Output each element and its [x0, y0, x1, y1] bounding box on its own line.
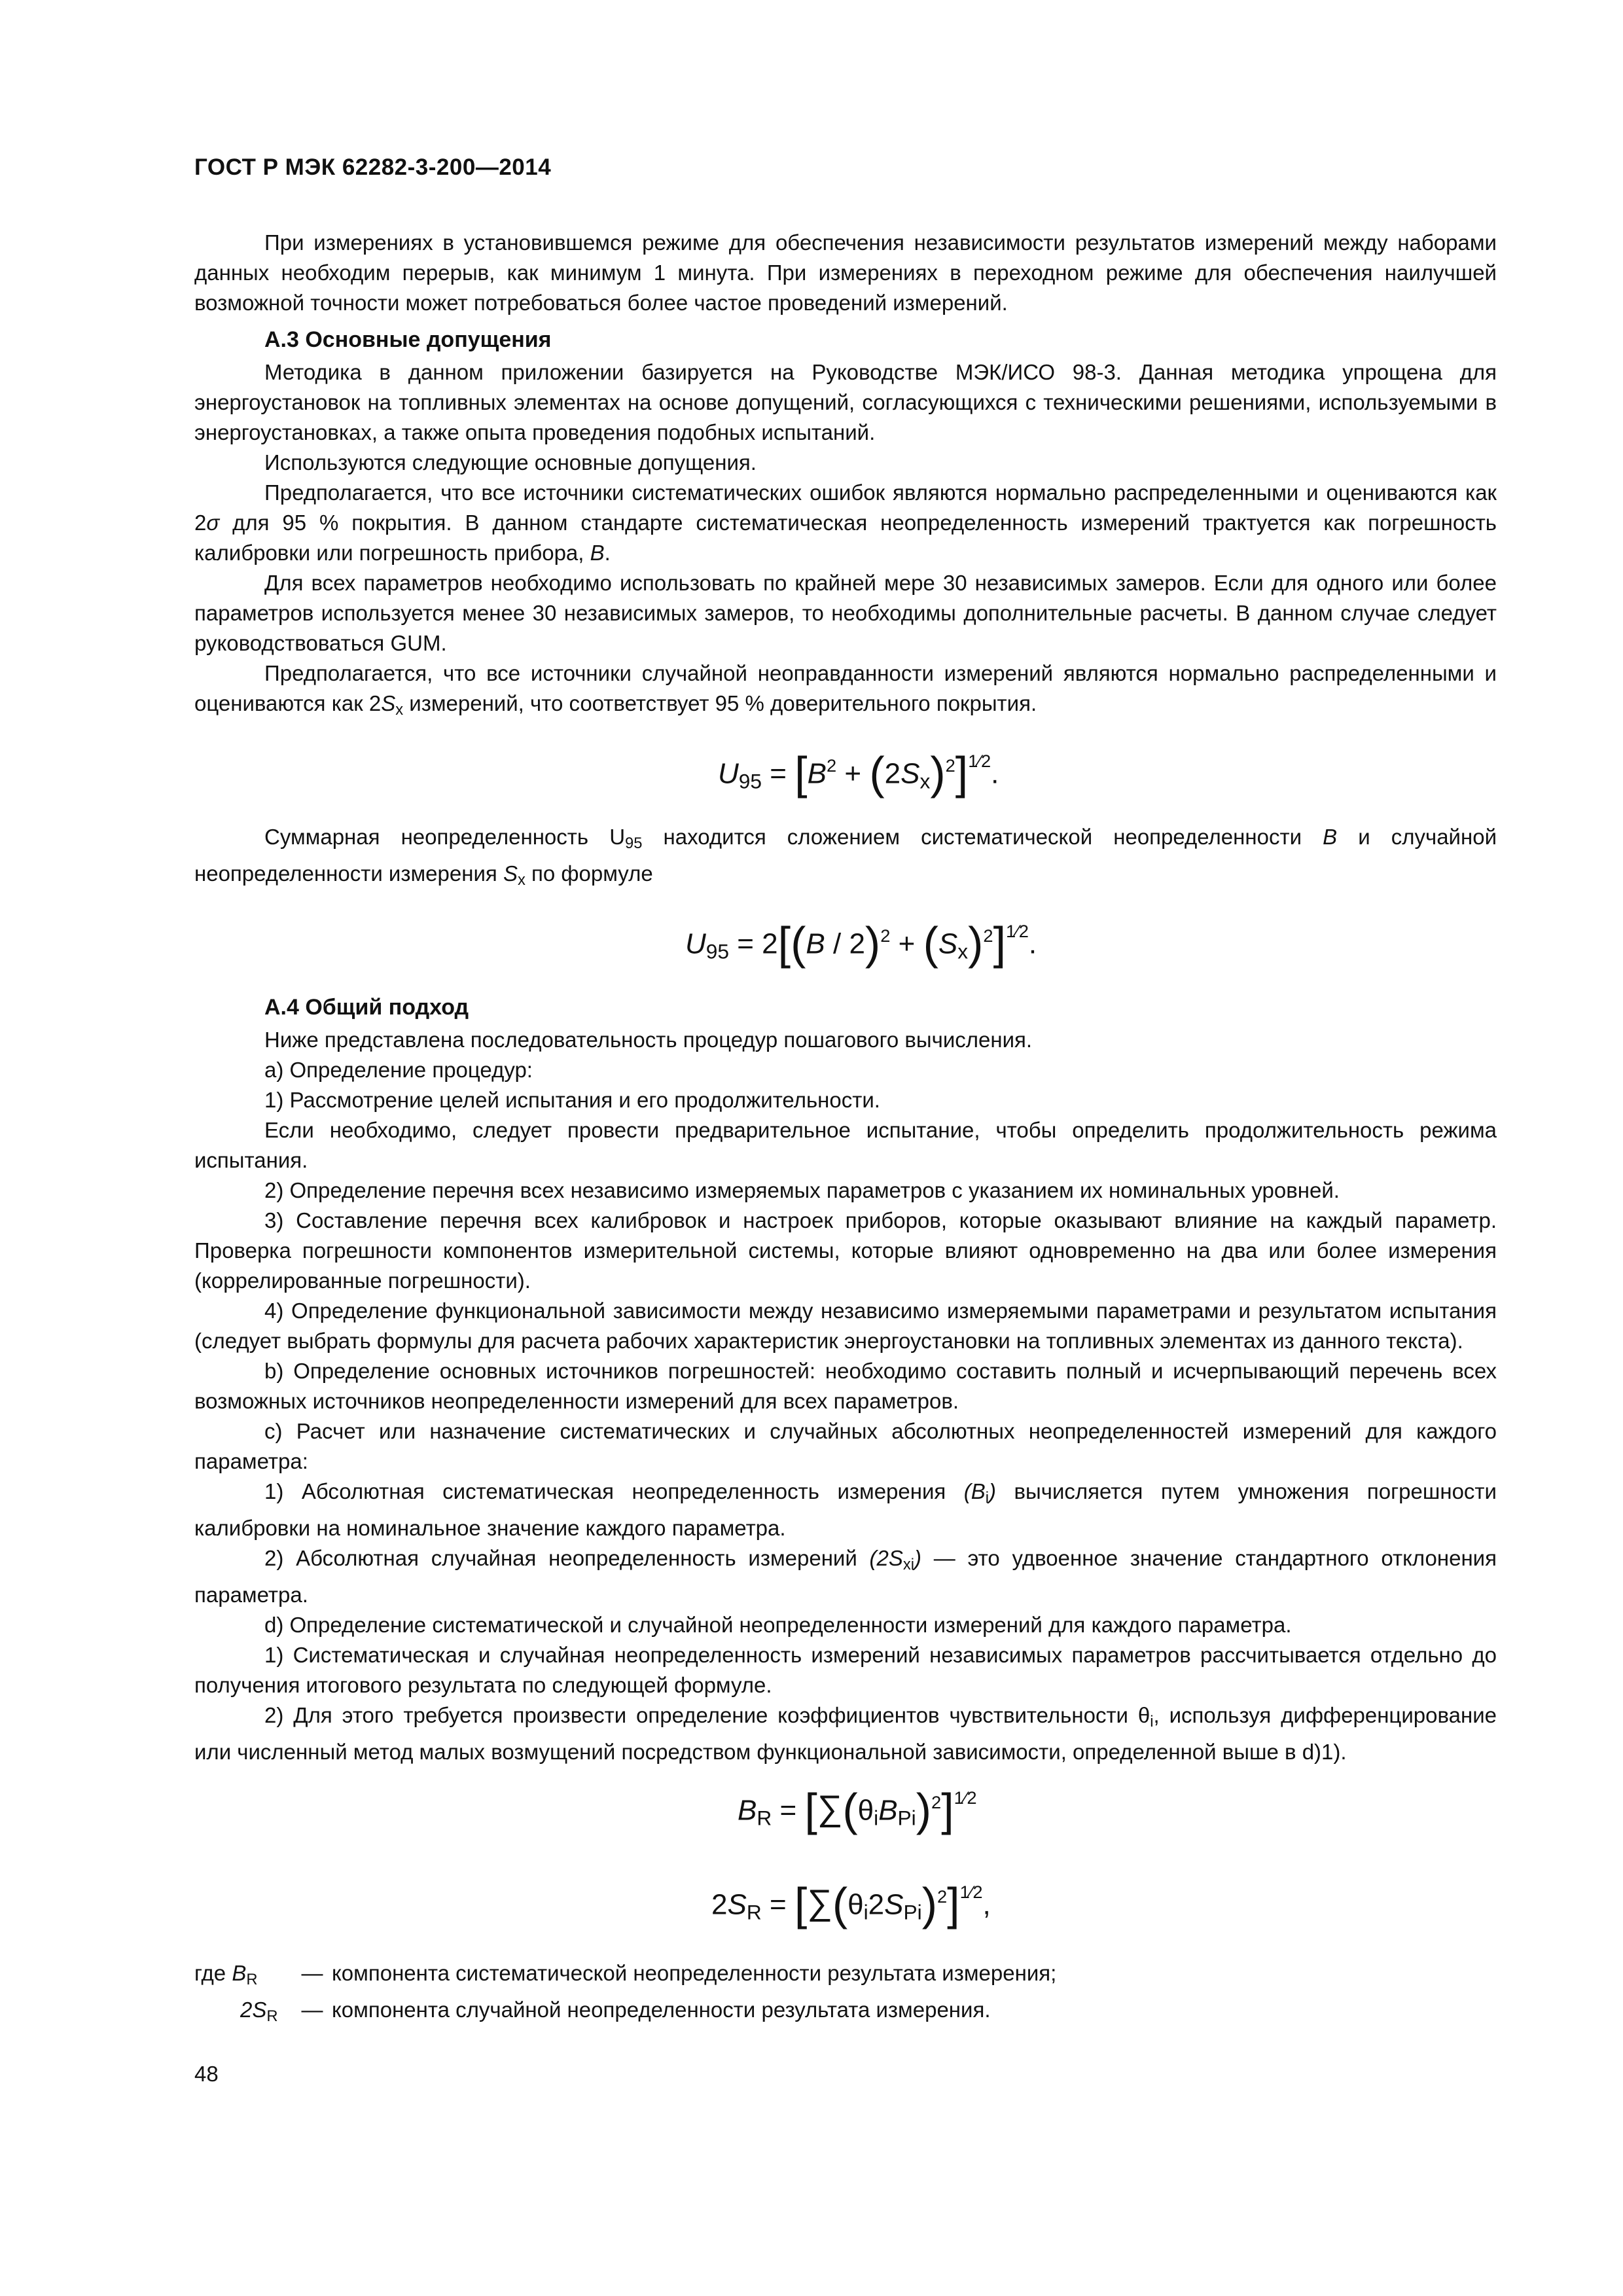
where-legend [194, 1958, 1497, 2032]
list-item: 4) Определение функциональной зависимости между независимо измеряемыми параметрами и результатом испытания (следует выбрать формулы для расчета рабочих характеристик энергоустановки на топливных элементах из данного текста). [194, 1298, 1497, 1353]
list-item: 3) Составление перечня всех калибровок и настроек приборов, которые оказывают влияние на каждый параметр. Проверка погрешности компонентов измерительной системы, которые влияют одновременно на два или более измерения (коррелированные погрешности). [194, 1208, 1497, 1293]
list-item: a) Определение процедур: [264, 1057, 533, 1082]
formula-2sr: $2S_R = [\sum(\theta_i2S_{Pi})^2]^{1⁄2}$, [711, 1878, 991, 1929]
paragraph: Предполагается, что все источники систематических ошибок являются нормально распределенными и оцениваются как 2σ для 95 % покрытия. В данном стандарте систематическая неопределенность измерений трактуется как погрешность калибровки или погрешность прибора, B. [194, 480, 1497, 565]
paragraph: Предполагается, что все источники случайной неоправданности измерений являются нормально распределенными и оцениваются как $2S_x$ измерений, что соответствует 95 % доверительного покрытия. [194, 661, 1497, 719]
standard-title: ГОСТ Р МЭК 62282-3-200—2014 [194, 154, 552, 180]
paragraph: Суммарная неопределенность $U_{95}$ находится сложением систематической неопределенности B и случайной неопределенности измерения $S_x$ по формуле [194, 824, 1497, 889]
formula-br: $B_R = [\sum(\theta_iB_{Pi})^2]^{1⁄2}$ [738, 1784, 977, 1835]
paragraph: При измерениях в установившемся режиме для обеспечения независимости результатов измерений между наборами данных необходим перерыв, как минимум 1 минута. При измерениях в переходном режиме для обеспечения наилучшей возможной точности может потребоваться более частое проведений измерений. [194, 230, 1497, 315]
list-item: 2) Абсолютная случайная неопределенность измерений $(2S_{xi})$ — это удвоенное значение стандартного отклонения параметра. [194, 1545, 1497, 1607]
list-item: 2) Определение перечня всех независимо измеряемых параметров с указанием их номинальных уровней. [264, 1177, 1340, 1202]
page-content [194, 228, 1497, 2032]
list-item: 1) Абсолютная систематическая неопределенность измерения $(B_i)$ вычисляется путем умножения погрешности калибровки на номинальное значение каждого параметра. [194, 1479, 1497, 1540]
paragraph: Методика в данном приложении базируется на Руководстве МЭК/ИСО 98-3. Данная методика упрощена для энергоустановок на топливных элементах на основе допущений, согласующихся с техническими решениями, используемыми в энергоустановках, а также опыта проведения подобных испытаний. [194, 360, 1497, 444]
legend-row: где $B_R$ — компонента систематической неопределенности результата измерения; [194, 1960, 1057, 1988]
page-number: 48 [194, 2062, 219, 2086]
section-heading-a3: А.3 Основные допущения [264, 327, 552, 352]
formula-u95-1: $U_{95} = [B^2 + (2S_x)^2]^{1⁄2}$. [718, 747, 999, 798]
paragraph: Для всех параметров необходимо использовать по крайней мере 30 независимых замеров. Если для одного или более параметров используется менее 30 независимых замеров, то необходимы дополнительные расчеты. В данном случае следует руководствоваться GUM. [194, 571, 1497, 655]
list-item: c) Расчет или назначение систематических и случайных абсолютных неопределенностей измерений для каждого параметра: [194, 1418, 1497, 1473]
list-item: 2) Для этого требуется произвести определение коэффициентов чувствительности $\theta_i$, используя дифференцирование или численный метод малых возмущений посредством функциональной зависимости, определенной выше в d)1). [194, 1702, 1497, 1764]
paragraph: Используются следующие основные допущения. [264, 450, 757, 475]
list-item: d) Определение систематической и случайной неопределенности измерений для каждого параметра. [264, 1612, 1292, 1637]
paragraph: Ниже представлена последовательность процедур пошагового вычисления. [264, 1027, 1033, 1052]
list-item: b) Определение основных источников погрешностей: необходимо составить полный и исчерпывающий перечень всех возможных источников неопределенности измерений для всех параметров. [194, 1358, 1497, 1413]
formula-u95-2: $U_{95} = 2[(B / 2)^2 + (S_x)^2]^{1⁄2}$. [685, 917, 1037, 969]
list-item: 1) Систематическая и случайная неопределенность измерений независимых параметров рассчитывается отдельно до получения итогового результата по следующей формуле. [194, 1642, 1497, 1697]
list-item: 1) Рассмотрение целей испытания и его продолжительности. [264, 1087, 880, 1112]
paragraph: Если необходимо, следует провести предварительное испытание, чтобы определить продолжительность режима испытания. [194, 1117, 1497, 1172]
legend-row: $2S_R$ — компонента случайной неопределенности результата измерения. [240, 1997, 991, 2025]
section-heading-a4: А.4 Общий подход [264, 994, 469, 1020]
